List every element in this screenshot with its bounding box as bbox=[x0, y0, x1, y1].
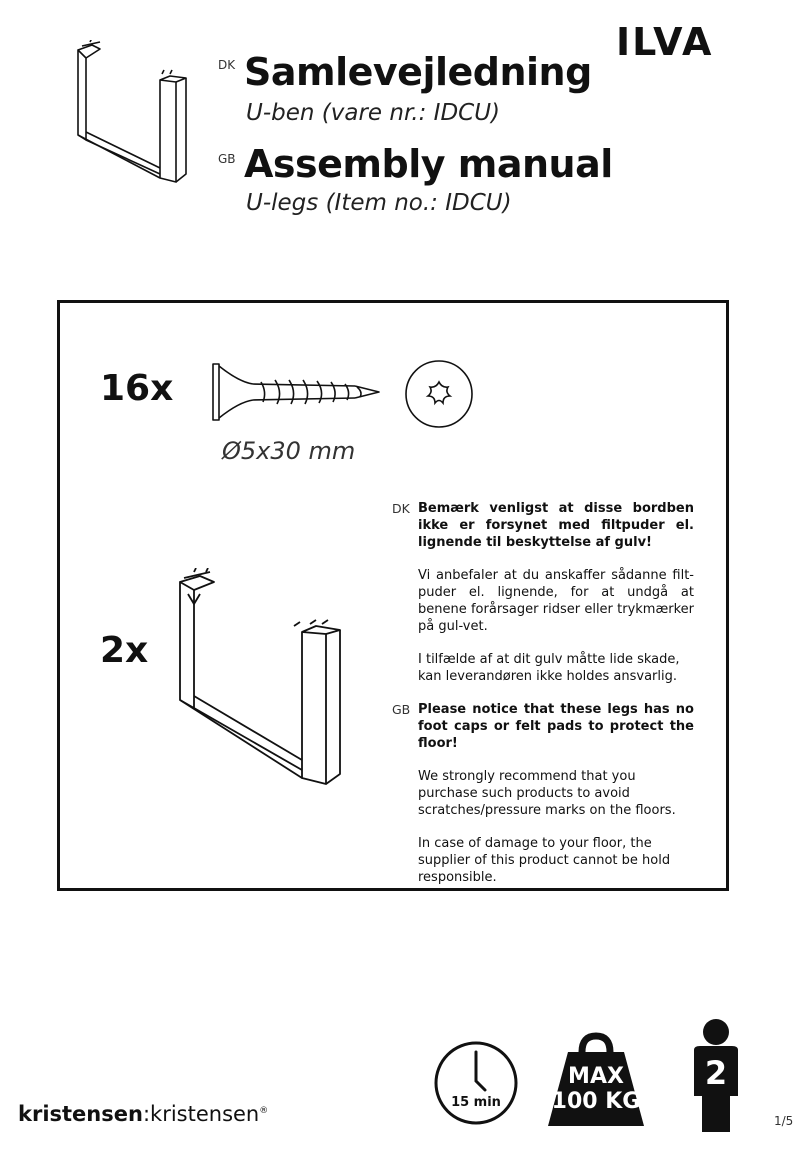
assembly-time bbox=[433, 1040, 519, 1126]
note-warning-dk: Bemærk venligst at disse bordben ikke er forsynet med filtpuder el. lignende til beskyttelse af gulv! bbox=[418, 501, 694, 550]
screw-quantity: 16x bbox=[100, 368, 174, 409]
maker-logo-separator: : bbox=[142, 1102, 151, 1126]
lang-tag-gb: GB bbox=[218, 152, 236, 166]
screw-size: Ø5x30 mm bbox=[222, 437, 356, 465]
page-subtitle-dk: U-ben (vare nr.: IDCU) bbox=[246, 100, 501, 126]
brand-logo: ILVA bbox=[616, 20, 714, 64]
page-subtitle-gb: U-legs (Item no.: IDCU) bbox=[246, 190, 512, 216]
persons-required bbox=[690, 1018, 742, 1134]
u-leg-large-icon bbox=[170, 568, 350, 790]
max-load-line1: MAX bbox=[568, 1064, 624, 1089]
assembly-time-label: 15 min bbox=[451, 1095, 501, 1110]
max-load-line2: 100 KG bbox=[551, 1089, 641, 1114]
max-load bbox=[544, 1030, 648, 1128]
page-title-gb: Assembly manual bbox=[244, 142, 613, 186]
notes-section bbox=[392, 500, 694, 902]
note-tag-dk: DK bbox=[392, 501, 410, 516]
note-liability-dk: I tilfælde af at dit gulv måtte lide skade, kan leverandøren ikke holdes ansvarlig. bbox=[418, 652, 680, 684]
page-title-dk: Samlevejledning bbox=[244, 50, 592, 94]
maker-logo-mark: ® bbox=[259, 1106, 269, 1116]
note-dk bbox=[392, 500, 694, 701]
note-liability-gb: In case of damage to your floor, the supplier of this product cannot be hold responsible. bbox=[418, 836, 671, 885]
clock-icon bbox=[433, 1040, 519, 1126]
note-tag-gb: GB bbox=[392, 702, 411, 717]
leg-quantity: 2x bbox=[100, 630, 149, 671]
u-leg-small-icon bbox=[70, 40, 200, 185]
torx-drive-icon bbox=[403, 358, 475, 430]
maker-logo-bold: kristensen bbox=[18, 1102, 143, 1126]
page-number: 1/5 bbox=[774, 1114, 794, 1128]
note-gb bbox=[392, 701, 694, 902]
note-recommend-dk: Vi anbefaler at du anskaffer sådanne filt-puder el. lignende, for at undgå at benene forårsager ridser eller trykmærker på gul-vet. bbox=[418, 568, 694, 634]
note-warning-gb: Please notice that these legs has no foot caps or felt pads to protect the floor! bbox=[418, 702, 694, 751]
lang-tag-dk: DK bbox=[218, 58, 236, 72]
screw-icon bbox=[205, 360, 385, 424]
maker-logo bbox=[18, 1102, 268, 1126]
persons-count: 2 bbox=[704, 1054, 728, 1092]
note-recommend-gb: We strongly recommend that you purchase such products to avoid scratches/pressure marks on the floors. bbox=[418, 769, 676, 818]
maker-logo-regular: kristensen bbox=[150, 1102, 260, 1126]
